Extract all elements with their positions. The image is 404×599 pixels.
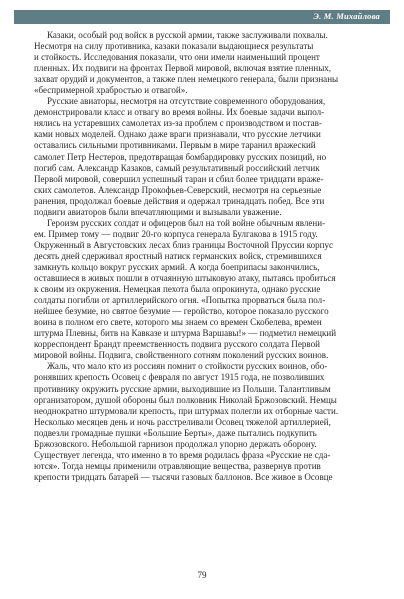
text-line: погиб сам. Александр Казаков, самый результативный российский летчик [34, 162, 320, 173]
text-line: демонстрировали класс и отвагу во время войны. Их боевые задачи выпол- [34, 107, 325, 118]
text-line: мировой войны. Подвига, свойственного сотням поколений русских воинов. [34, 350, 329, 361]
text-line: противнику окружить русские армии, выходившие из Польши. Талантливым [34, 383, 331, 394]
text-line: Казаки, особый род войск в русской армии, также заслуживали похвалы. [47, 30, 328, 40]
text-line: ронявших крепость Осовец с февраля по август 1915 года, не позволивших [34, 372, 325, 383]
text-line: Первой мировой, совершил успешный таран и сбил более тридцати враже- [34, 173, 324, 184]
text-line: оставшиеся в живых пошли в отчаянную штыковую атаку, пытаясь пробиться [34, 273, 336, 284]
text-line: оставались сильными противниками. Первым в мире таранил вражеский [34, 140, 316, 151]
text-line: Существует легенда, что именно в то время родилась фраза «Русские не сда- [34, 449, 331, 460]
paragraph [34, 30, 376, 96]
text-line: ются». Тогда немцы применили отравляющие вещества, развернув против [34, 460, 321, 471]
body-text [34, 30, 376, 483]
paragraph [34, 218, 376, 362]
text-line: пленных. Их подвиги на фронтах Первой мировой, включая взятие пленных, [34, 63, 332, 74]
running-header-band [14, 10, 390, 24]
text-line: захват орудий и документов, а также плен немецкого генерала, были признаны [34, 74, 339, 85]
text-line: ками новых моделей. Однако даже враги признавали, что русские летчики [34, 129, 321, 140]
text-line: самолет Петр Нестеров, предотвращая бомбардировку русских позиций, но [34, 151, 327, 162]
paragraph [34, 361, 376, 483]
text-line: к своим из окружения. Немецкая пехота была опрокинута, однако русские [34, 284, 321, 295]
text-line: Окруженный в Августовских лесах близ границы Восточной Пруссии корпус [34, 239, 334, 250]
text-line: нейшее безумие, но святое безумие — геройство, которое показало русского [34, 306, 329, 317]
paragraph [34, 96, 376, 218]
text-line: Жаль, что мало кто из россиян помнит о стойкости русских воинов, обо- [47, 361, 328, 372]
page-number: 79 [197, 570, 207, 580]
text-line: штурма Плевны, битв на Кавказе и штурма Варшавы!» — подметил немецкий [34, 328, 337, 339]
text-line: Бржозовского. Небольшой гарнизон продолжал упорно держать оборону. [34, 438, 317, 449]
text-line: подвиги авиаторов были впечатляющими и вызывали уважение. [34, 206, 282, 217]
text-line: ем. Пример тому — подвиг 20-го корпуса генерала Булгакова в 1915 году. [34, 228, 318, 239]
text-line: корреспондент Брандт преемственность подвига русского солдата Первой [34, 339, 320, 350]
running-header-title: Э. М. Михайлова [313, 11, 380, 21]
text-line: замкнуть кольцо вокруг русских армий. А когда боеприпасы закончились, [34, 261, 320, 272]
text-line: крепости тридцать батарей — тысячи газовых баллонов. Все живое в Осовце [34, 471, 333, 482]
text-line: подвезли громадные пушки «Большие Берты», даже пытались подкупить [34, 427, 317, 438]
text-line: «беспримерной храбростью и отвагой». [34, 85, 188, 96]
text-line: ранения, продолжал боевые действия и одержал тринадцать побед. Все эти [34, 195, 325, 206]
text-line: воина в полном его свете, которого мы знаем со времен Скобелева, времен [34, 317, 322, 328]
text-line: солдаты погибли от артиллерийского огня. «Попытка прорваться была пол- [34, 295, 326, 306]
text-line: неоднократно штурмовали крепость, при штурмах полегли их отборные части. [34, 405, 339, 416]
text-line: Героизм русских солдат и офицеров был на той войне обычным явлени- [47, 217, 326, 228]
text-line: и стойкость. Исследования показали, что они имели наименьший процент [34, 52, 320, 63]
text-line: Несколько месяцев день и ночь расстреливали Осовец тяжелой артиллерией, [34, 416, 331, 427]
text-line: Русские авиаторы, несмотря на отсутствие современного оборудования, [47, 96, 326, 107]
text-line: ских самолетов. Александр Прокофьев-Северский, несмотря на серьезные [34, 184, 322, 195]
text-line: десять дней сдерживал яростный натиск германских войск, стремившихся [34, 250, 322, 261]
text-line: организатором, душой обороны был полковник Николай Бржозовский. Немцы [34, 394, 337, 405]
text-line: Несмотря на силу противника, казаки показали выдающиеся результаты [34, 41, 314, 52]
text-line: нялись на устаревших самолетах из-за проблем с производством и постав- [34, 118, 322, 129]
